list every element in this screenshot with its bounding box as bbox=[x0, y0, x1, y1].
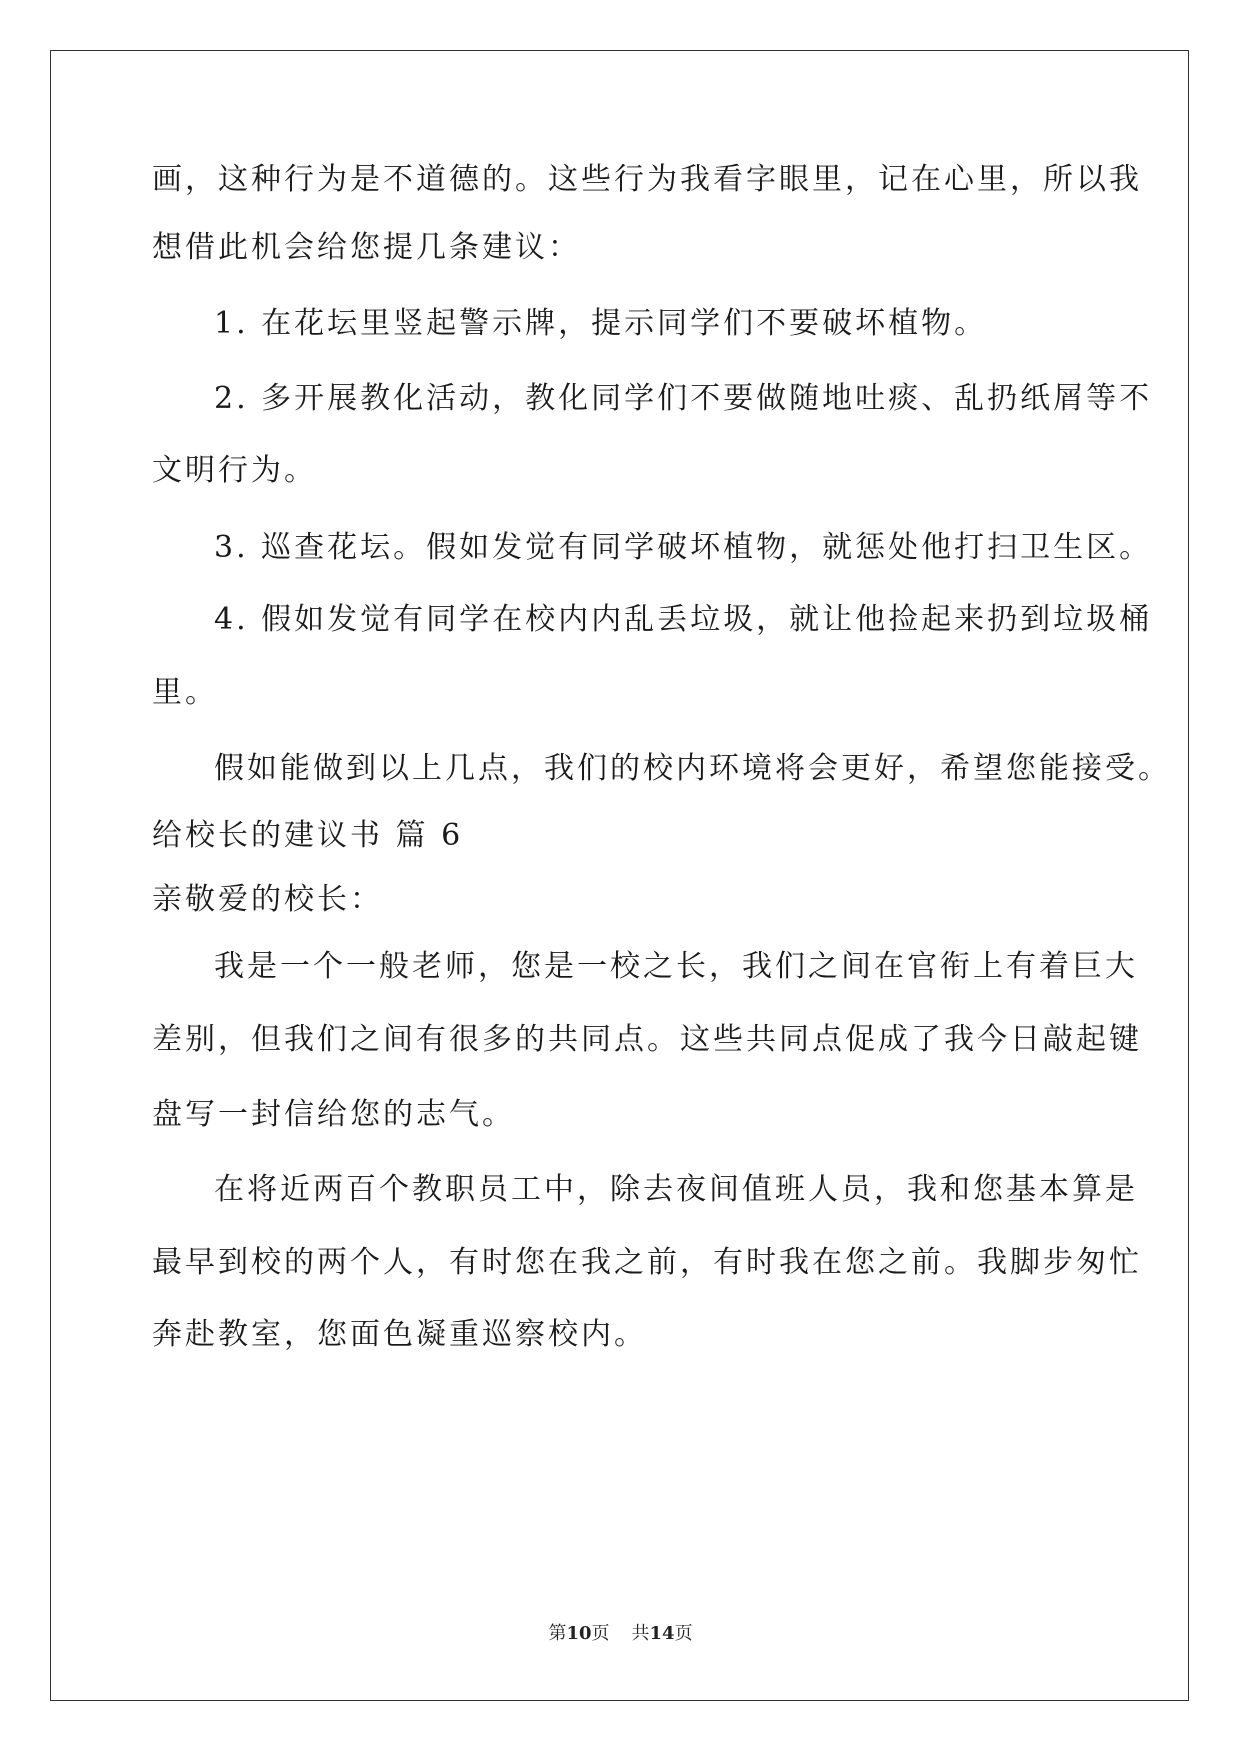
text-line-13: 差别，但我们之间有很多的共同点。这些共同点促成了我今日敲起键 bbox=[152, 1022, 1142, 1057]
text-line-3: 1. 在花坛里竖起警示牌，提示同学们不要破坏植物。 bbox=[214, 306, 988, 341]
text-line-8: 里。 bbox=[152, 675, 218, 710]
text-line-17: 奔赴教室，您面色凝重巡察校内。 bbox=[152, 1317, 647, 1352]
page-prefix: 第 bbox=[548, 1623, 567, 1644]
text-line-5: 文明行为。 bbox=[152, 453, 317, 488]
text-line-9: 假如能做到以上几点，我们的校内环境将会更好，希望您能接受。 bbox=[214, 751, 1171, 786]
text-line-12: 我是一个一般老师，您是一校之长，我们之间在官衔上有着巨大 bbox=[214, 949, 1138, 984]
text-line-15: 在将近两百个教职员工中，除去夜间值班人员，我和您基本算是 bbox=[214, 1172, 1138, 1207]
salutation: 亲敬爱的校长： bbox=[152, 882, 383, 917]
text-line-2: 想借此机会给您提几条建议： bbox=[152, 230, 581, 265]
page-number: 10 bbox=[566, 1623, 592, 1644]
text-line-6: 3. 巡查花坛。假如发觉有同学破坏植物，就惩处他打扫卫生区。 bbox=[214, 530, 1153, 565]
section-heading: 给校长的建议书 篇 6 bbox=[152, 818, 464, 853]
total-pages: 14 bbox=[649, 1623, 675, 1644]
total-suffix: 页 bbox=[674, 1623, 693, 1644]
text-line-4: 2. 多开展教化活动，教化同学们不要做随地吐痰、乱扔纸屑等不 bbox=[214, 381, 1153, 416]
text-line-1: 画，这种行为是不道德的。这些行为我看字眼里，记在心里，所以我 bbox=[152, 162, 1142, 197]
page-border bbox=[50, 50, 1189, 1701]
page-suffix: 页 bbox=[591, 1623, 610, 1644]
total-prefix: 共 bbox=[631, 1623, 650, 1644]
text-line-7: 4. 假如发觉有同学在校内内乱丢垃圾，就让他捡起来扔到垃圾桶 bbox=[214, 602, 1153, 637]
page-footer bbox=[0, 1622, 1241, 1646]
text-line-14: 盘写一封信给您的志气。 bbox=[152, 1097, 515, 1132]
text-line-16: 最早到校的两个人，有时您在我之前，有时我在您之前。我脚步匆忙 bbox=[152, 1245, 1142, 1280]
